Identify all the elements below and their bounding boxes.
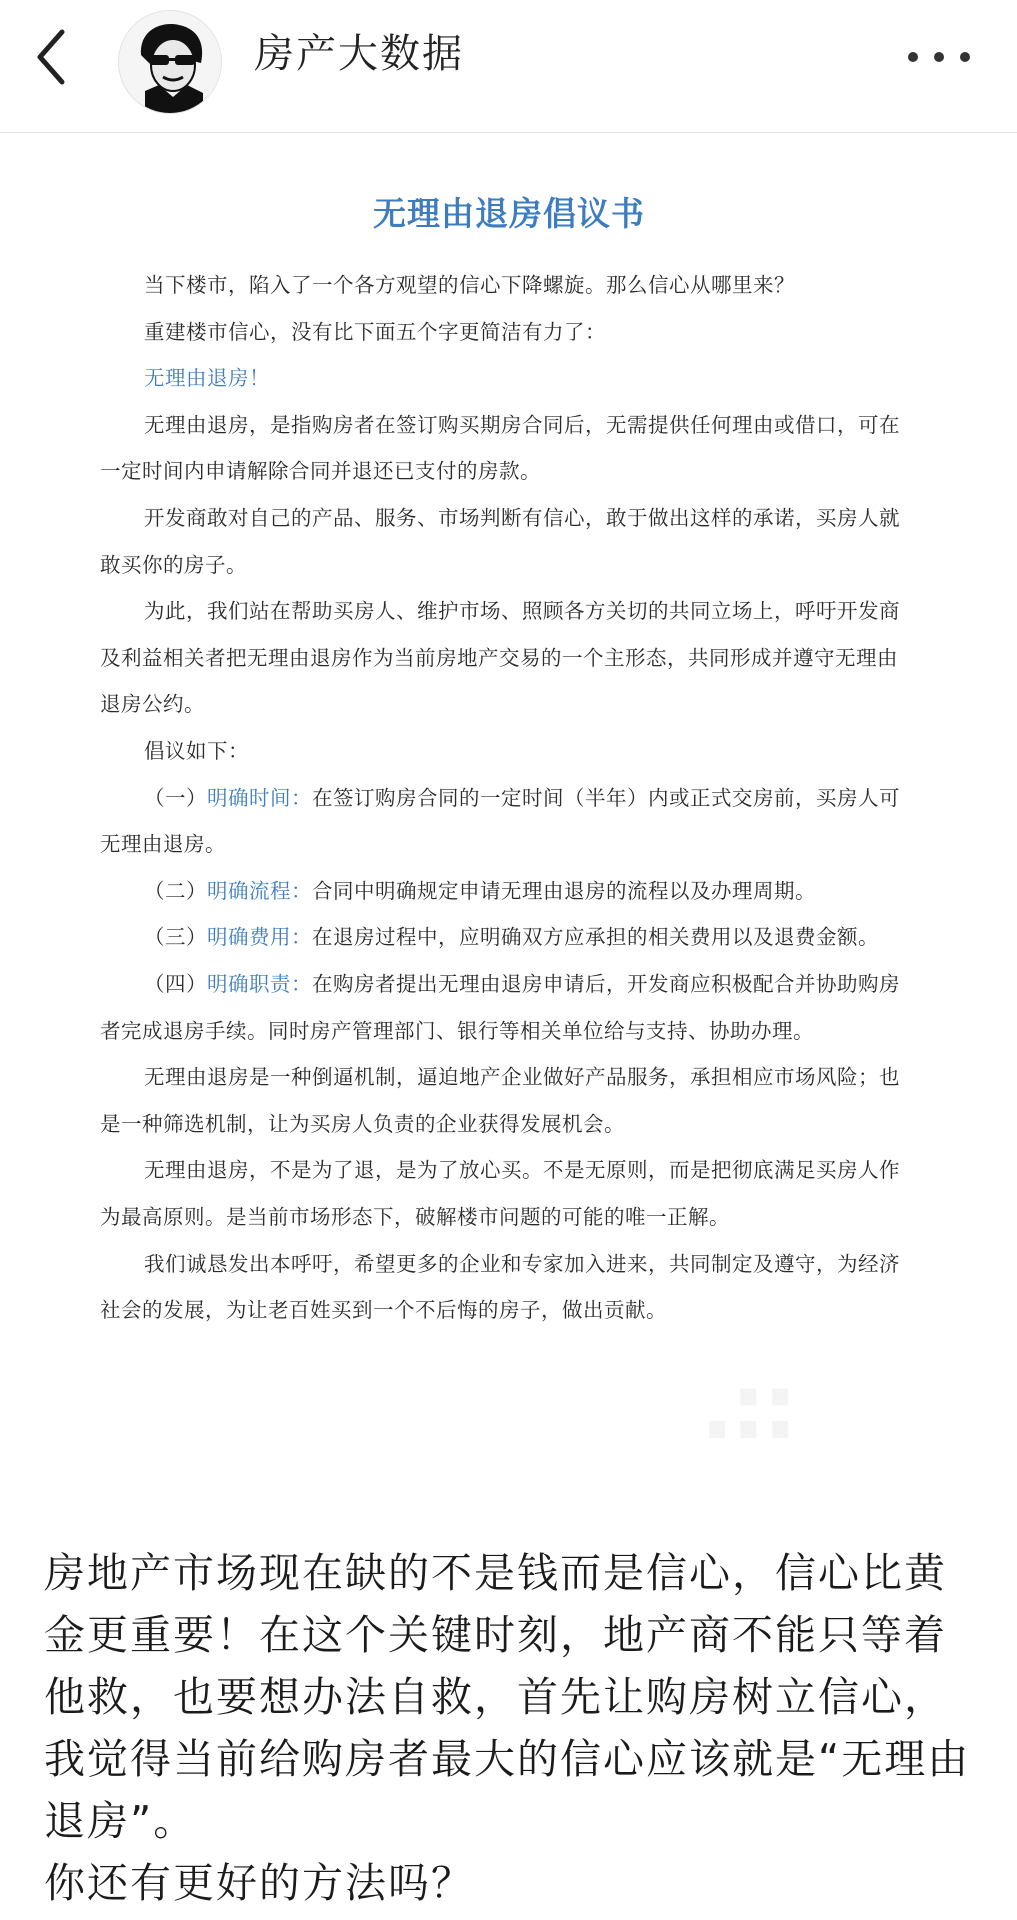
item-number: （三） bbox=[144, 925, 207, 950]
document-line bbox=[100, 315, 918, 345]
document-line bbox=[100, 1107, 918, 1137]
document-line bbox=[100, 454, 918, 484]
account-avatar[interactable] bbox=[118, 10, 222, 114]
account-name[interactable]: 房产大数据 bbox=[254, 31, 464, 77]
line-text: 一定时间内申请解除合同并退还已支付的房款。 bbox=[100, 459, 541, 484]
document-line bbox=[100, 920, 918, 950]
document-line bbox=[100, 1247, 918, 1277]
line-text: 在签订购房合同的一定时间（半年）内或正式交房前，买房人可 bbox=[312, 785, 900, 810]
item-number: （四） bbox=[144, 972, 207, 996]
line-text: 退房公约。 bbox=[100, 692, 205, 717]
document-line bbox=[100, 1153, 918, 1183]
line-text: 为最高原则。是当前市场形态下，破解楼市问题的可能的唯一正解。 bbox=[100, 1205, 730, 1229]
post-paragraph: 你还有更好的方法吗？ bbox=[44, 1859, 474, 1907]
watermark: .:: bbox=[700, 1355, 795, 1460]
item-label: 明确职责： bbox=[207, 972, 312, 996]
item-label: 明确流程： bbox=[207, 878, 312, 903]
proposal-document-image[interactable] bbox=[100, 178, 918, 1323]
more-dot bbox=[934, 52, 944, 62]
line-text: 当下楼市，陷入了一个各方观望的信心下降螺旋。那么信心从哪里来？ bbox=[144, 273, 795, 297]
line-text: 我们诚恳发出本呼吁，希望更多的企业和专家加入进来，共同制定及遵守，为经济 bbox=[144, 1251, 900, 1276]
chevron-left-icon bbox=[32, 22, 92, 92]
line-text: 合同中明确规定申请无理由退房的流程以及办理周期。 bbox=[312, 878, 816, 903]
line-text: 在退房过程中，应明确双方应承担的相关费用以及退费金额。 bbox=[312, 925, 879, 950]
document-line bbox=[100, 827, 918, 857]
document-line bbox=[100, 1200, 918, 1230]
document-line bbox=[100, 734, 918, 764]
document-line bbox=[100, 1060, 918, 1090]
line-text: 重建楼市信心，没有比下面五个字更简洁有力了： bbox=[144, 319, 606, 344]
item-number: （一） bbox=[144, 785, 207, 810]
avatar-image bbox=[119, 11, 221, 113]
document-line bbox=[100, 268, 918, 298]
line-text: 无理由退房，是指购房者在签订购买期房合同后，无需提供任何理由或借口，可在 bbox=[144, 412, 900, 437]
line-text: 及利益相关者把无理由退房作为当前房地产交易的一个主形态，共同形成并遵守无理由 bbox=[100, 645, 898, 670]
line-text: 敢买你的房子。 bbox=[100, 552, 247, 577]
item-label: 明确时间： bbox=[207, 785, 312, 810]
document-line bbox=[100, 361, 918, 391]
line-text: 者完成退房手续。同时房产管理部门、银行等相关单位给与支持、协助办理。 bbox=[100, 1018, 814, 1043]
document-line bbox=[100, 594, 918, 624]
line-text: 无理由退房！ bbox=[144, 366, 270, 391]
document-line bbox=[100, 1293, 918, 1323]
document-line bbox=[100, 781, 918, 811]
line-text: 社会的发展，为让老百姓买到一个不后悔的房子，做出贡献。 bbox=[100, 1298, 667, 1323]
document-line bbox=[100, 408, 918, 438]
post-body bbox=[44, 1542, 974, 1914]
line-text: 无理由退房，不是为了退，是为了放心买。不是无原则，而是把彻底满足买房人作 bbox=[144, 1158, 900, 1183]
more-horizontal-icon bbox=[908, 52, 918, 62]
more-dot bbox=[960, 52, 970, 62]
line-text: 开发商敢对自己的产品、服务、市场判断有信心，敢于做出这样的承诺，买房人就 bbox=[144, 506, 900, 530]
back-button[interactable] bbox=[32, 22, 92, 92]
item-number: （二） bbox=[144, 878, 207, 903]
document-line bbox=[100, 874, 918, 904]
top-bar bbox=[0, 0, 1017, 133]
line-text: 无理由退房是一种倒逼机制，逼迫地产企业做好产品服务，承担相应市场风险；也 bbox=[144, 1065, 900, 1090]
line-text: 在购房者提出无理由退房申请后，开发商应积极配合并协助购房 bbox=[312, 972, 900, 996]
document-line bbox=[100, 548, 918, 578]
document-line bbox=[100, 687, 918, 717]
more-button[interactable] bbox=[904, 30, 976, 80]
document-line bbox=[100, 967, 918, 997]
document-line bbox=[100, 501, 918, 531]
line-text: 无理由退房。 bbox=[100, 832, 226, 857]
document-title: 无理由退房倡议书 bbox=[373, 194, 645, 233]
document-line bbox=[100, 1014, 918, 1044]
post-paragraph: 房地产市场现在缺的不是钱而是信心，信心比黄金更重要！在这个关键时刻，地产商不能只等着他救，也要想办法自救，首先让购房树立信心，我觉得当前给购房者最大的信心应该就是“无理由退房”。 bbox=[44, 1549, 971, 1845]
line-text: 为此，我们站在帮助买房人、维护市场、照顾各方关切的共同立场上，呼吁开发商 bbox=[144, 599, 900, 624]
line-text: 倡议如下： bbox=[144, 739, 249, 763]
line-text: 是一种筛选机制，让为买房人负责的企业获得发展机会。 bbox=[100, 1111, 625, 1136]
item-label: 明确费用： bbox=[207, 925, 312, 950]
document-line bbox=[100, 641, 918, 671]
